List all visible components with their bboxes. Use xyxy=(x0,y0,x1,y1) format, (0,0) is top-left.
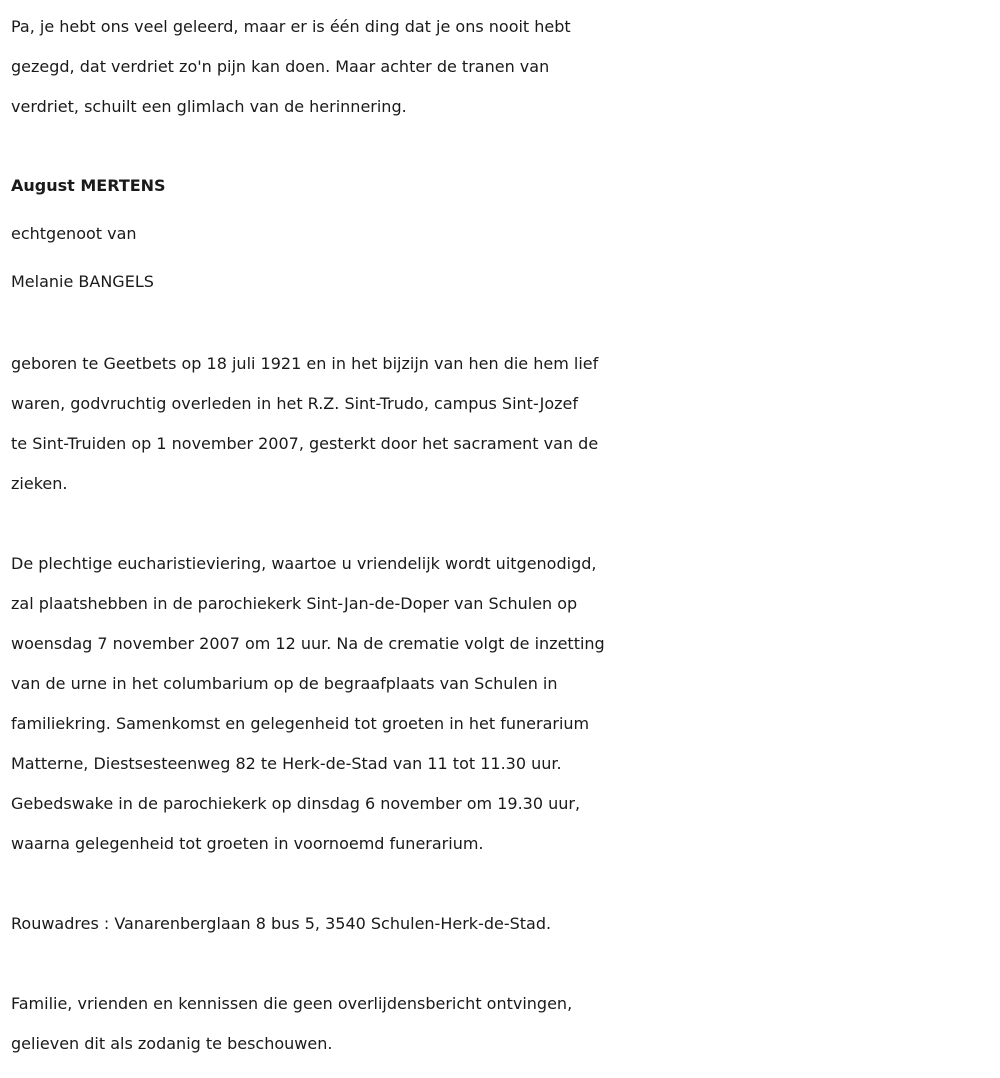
intro-line: Pa, je hebt ons veel geleerd, maar er is één ding dat je ons nooit hebt xyxy=(11,17,571,36)
intro-line: verdriet, schuilt een glimlach van de herinnering. xyxy=(11,97,407,116)
address-paragraph xyxy=(11,904,996,944)
spouse-name: Melanie BANGELS xyxy=(11,272,154,291)
ceremony-line: familiekring. Samenkomst en gelegenheid tot groeten in het funerarium xyxy=(11,714,590,733)
spacer xyxy=(11,306,996,344)
intro-paragraph xyxy=(11,7,996,127)
birth-death-line: geboren te Geetbets op 18 juli 1921 en in het bijzijn van hen die hem lief xyxy=(11,354,599,373)
obituary-document xyxy=(11,0,996,1064)
ceremony-line: woensdag 7 november 2007 om 12 uur. Na de crematie volgt de inzetting xyxy=(11,634,605,653)
ceremony-line: Matterne, Diestsesteenweg 82 te Herk-de-Stad van 11 tot 11.30 uur. xyxy=(11,754,562,773)
ceremony-line: De plechtige eucharistieviering, waartoe u vriendelijk wordt uitgenodigd, xyxy=(11,554,597,573)
ceremony-line: Gebedswake in de parochiekerk op dinsdag 6 november om 19.30 uur, xyxy=(11,794,581,813)
spacer xyxy=(11,504,996,544)
closing-line: gelieven dit als zodanig te beschouwen. xyxy=(11,1034,333,1053)
relation-label: echtgenoot van xyxy=(11,224,137,243)
closing-line: Familie, vrienden en kennissen die geen overlijdensbericht ontvingen, xyxy=(11,994,573,1013)
deceased-block xyxy=(11,162,996,306)
birth-death-line: te Sint-Truiden op 1 november 2007, gesterkt door het sacrament van de xyxy=(11,434,599,453)
deceased-name: August MERTENS xyxy=(11,176,166,195)
ceremony-line: zal plaatshebben in de parochiekerk Sint-Jan-de-Doper van Schulen op xyxy=(11,594,578,613)
ceremony-line: waarna gelegenheid tot groeten in voornoemd funerarium. xyxy=(11,834,484,853)
closing-paragraph xyxy=(11,984,996,1064)
spacer xyxy=(11,944,996,984)
ceremony-line: van de urne in het columbarium op de begraafplaats van Schulen in xyxy=(11,674,558,693)
birth-death-paragraph xyxy=(11,344,996,504)
ceremony-paragraph xyxy=(11,544,996,864)
mourning-address: Rouwadres : Vanarenberglaan 8 bus 5, 3540 Schulen-Herk-de-Stad. xyxy=(11,914,552,933)
birth-death-line: waren, godvruchtig overleden in het R.Z. Sint-Trudo, campus Sint-Jozef xyxy=(11,394,578,413)
intro-line: gezegd, dat verdriet zo'n pijn kan doen. Maar achter de tranen van xyxy=(11,57,550,76)
spacer xyxy=(11,864,996,904)
birth-death-line: zieken. xyxy=(11,474,68,493)
